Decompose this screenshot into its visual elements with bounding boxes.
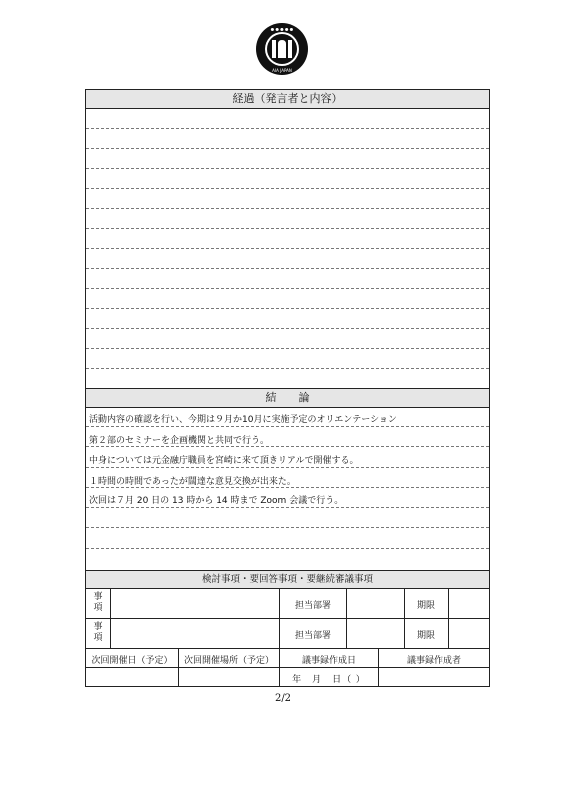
minutes-date-value: 年 月 日（ ） (292, 675, 366, 685)
dept-label: 担当部署 (294, 601, 331, 611)
next-meeting-place-label: 次回開催場所（予定） (183, 656, 274, 666)
review-section-header: 検討事項・要回答事項・要継続審議事項 (86, 570, 489, 589)
deadline-label: 期限 (416, 601, 435, 611)
deadline-label: 期限 (416, 631, 435, 641)
minutes-form (85, 89, 490, 687)
svg-text:AIA JAPAN: AIA JAPAN (272, 68, 292, 73)
svg-text:● ● ● ● ●: ● ● ● ● ● (270, 26, 294, 32)
conclusion-line: １時間の時間であったが闊達な意見交換が出来た。 (89, 477, 296, 487)
item-label: 事項 (93, 592, 103, 613)
item-label: 事項 (93, 622, 103, 643)
minutes-date-label: 議事録作成日 (301, 656, 356, 666)
dept-label: 担当部署 (294, 631, 331, 641)
progress-section-header: 経過（発言者と内容） (86, 90, 489, 109)
conclusion-line: 活動内容の確認を行い、今期は９月か10月に実施予定のオリエンテーション (89, 415, 397, 425)
conclusion-line: 次回は７月 20 日の 13 時から 14 時まで Zoom 会議で行う。 (89, 496, 344, 506)
conclusion-section-header: 結 論 (86, 388, 489, 408)
next-meeting-date-label: 次回開催日（予定） (91, 656, 173, 666)
minutes-author-label: 議事録作成者 (406, 656, 461, 666)
logo-emblem (255, 22, 309, 76)
page-number: 2/2 (274, 693, 292, 704)
conclusion-line: 中身については元金融庁職員を宮崎に来て頂きリアルで開催する。 (89, 456, 359, 466)
conclusion-line: 第２部のセミナーを企画機関と共同で行う。 (89, 436, 270, 446)
